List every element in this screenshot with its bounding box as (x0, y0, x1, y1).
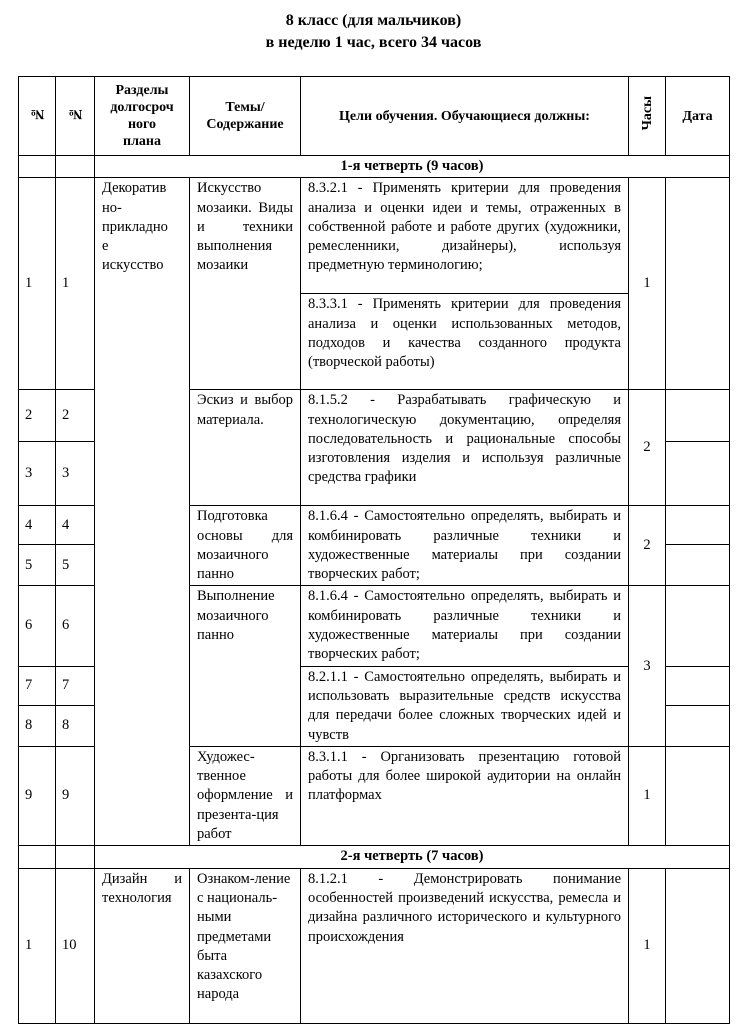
date-cell[interactable] (666, 545, 730, 586)
goal-8-1-2-1: 8.1.2.1 - Демонстрировать понимание особенностей произведений искусства, ремесла и дизайна различного исторического и культурного происхождения (301, 868, 629, 1023)
page-title (0, 10, 747, 54)
topic-sketch: Эскиз и выбор материала. (190, 390, 301, 506)
quarter-2-label: 2-я четверть (7 часов) (95, 846, 730, 868)
header-row (19, 77, 730, 156)
table-row: 5 5 (19, 545, 730, 586)
topic-base-prep: Подготовка основы для мозаичного панно (190, 506, 301, 586)
goal-8-3-1-1: 8.3.1.1 - Организовать презентацию готовой работы для более широкой аудитории на онлайн платформах (301, 746, 629, 845)
header-topics: Темы/ Содержание (190, 77, 301, 156)
topic-mosaic-art: Искусство мозаики. Виды и техники выполнения мозаики (190, 178, 301, 390)
quarter-2-row (19, 846, 730, 868)
date-cell[interactable] (666, 868, 730, 1023)
table-row: 9 9 Художес-твенное оформление и презента-ция работ 8.3.1.1 - Организовать презентацию готовой работы для более широкой аудитории на онлайн платформах 1 (19, 746, 730, 845)
table-row: 3 3 (19, 442, 730, 506)
date-cell[interactable] (666, 706, 730, 747)
header-goals: Цели обучения. Обучающиеся должны: (301, 77, 629, 156)
hours-cell: 3 (629, 586, 666, 746)
quarter-1-label: 1-я четверть (9 часов) (95, 156, 730, 178)
table-row: 4 4 Подготовка основы для мозаичного панно 8.1.6.4 - Самостоятельно определять, выбирать и комбинировать различные техники и художественные материалы при создании творческих работ; 2 (19, 506, 730, 545)
table-row: 6 6 Выполнение мозаичного панно 8.1.6.4 - Самостоятельно определять, выбирать и комбинировать различные техники и художественные материалы при создании творческих работ; 3 (19, 586, 730, 666)
date-cell[interactable] (666, 442, 730, 506)
table-row: 1 10 Дизайн и технология Ознаком-ление с националь-ными предметами быта казахского народа 8.1.2.1 - Демонстрировать понимание особенностей произведений искусства, ремесла и дизайна различного исторического и культурного происхождения 1 (19, 868, 730, 1023)
goal-8-3-2-1: 8.3.2.1 - Применять критерии для проведения анализа и оценки идеи и темы, отраженных в собственной работе и работе других (художники, ремесленники, дизайнеры), используя предметную терминологию; (301, 178, 629, 294)
date-cell[interactable] (666, 178, 730, 390)
hours-cell: 2 (629, 506, 666, 586)
hours-cell: 1 (629, 746, 666, 845)
table-row: 7 7 8.2.1.1 - Самостоятельно определять, выбирать и использовать выразительные средств искусства для передачи более сложных творческих идей и чувств (19, 666, 730, 706)
section-design-technology: Дизайн и технология (95, 868, 190, 1023)
section-decorative-art: Декоратив но- прикладно е искусство (95, 178, 190, 846)
header-section: Разделы долгосроч ного плана (95, 77, 190, 156)
date-cell[interactable] (666, 586, 730, 666)
hours-cell: 2 (629, 390, 666, 506)
goal-8-3-3-1: 8.3.3.1 - Применять критерии для проведения анализа и оценки использованных методов, подходов и качества созданного продукта (творческой работы) (301, 294, 629, 390)
title-line-1: 8 класс (для мальчиков) (285, 12, 462, 29)
header-num-1: № (19, 77, 56, 156)
date-cell[interactable] (666, 666, 730, 706)
goal-8-1-5-2: 8.1.5.2 - Разрабатывать графическую и технологическую документацию, определяя последовательность и рациональные способы изготовления изделия и используя различные средства графики (301, 390, 629, 506)
title-line-2: в неделю 1 час, всего 34 часов (265, 34, 482, 51)
table-row: 8 8 (19, 706, 730, 747)
topic-mosaic-execution: Выполнение мозаичного панно (190, 586, 301, 746)
hours-cell: 1 (629, 868, 666, 1023)
curriculum-table (18, 76, 730, 1024)
date-cell[interactable] (666, 746, 730, 845)
quarter-1-row (19, 156, 730, 178)
hours-cell: 1 (629, 178, 666, 390)
header-num-2: № (56, 77, 95, 156)
date-cell[interactable] (666, 390, 730, 442)
header-date: Дата (666, 77, 730, 156)
goal-8-1-6-4-b: 8.1.6.4 - Самостоятельно определять, выбирать и комбинировать различные техники и художественные материалы при создании творческих работ; (301, 586, 629, 666)
table-row: 1 1 Декоратив но- прикладно е искусство Искусство мозаики. Виды и техники выполнения мозаики 8.3.2.1 - Применять критерии для проведения анализа и оценки идеи и темы, отраженных в собственной работе и работе других (художники, ремесленники, дизайнеры), используя предметную терминологию; 1 (19, 178, 730, 294)
topic-national-items: Ознаком-ление с националь-ными предметами быта казахского народа (190, 868, 301, 1023)
goal-8-2-1-1: 8.2.1.1 - Самостоятельно определять, выбирать и использовать выразительные средств искусства для передачи более сложных творческих идей и чувств (301, 666, 629, 746)
goal-8-1-6-4: 8.1.6.4 - Самостоятельно определять, выбирать и комбинировать различные техники и художественные материалы при создании творческих работ; (301, 506, 629, 586)
table-row: 2 2 Эскиз и выбор материала. 8.1.5.2 - Разрабатывать графическую и технологическую документацию, определяя последовательность и рациональные способы изготовления изделия и используя различные средства графики 2 (19, 390, 730, 442)
header-hours: Часы (629, 77, 666, 156)
date-cell[interactable] (666, 506, 730, 545)
topic-presentation: Художес-твенное оформление и презента-ция работ (190, 746, 301, 845)
